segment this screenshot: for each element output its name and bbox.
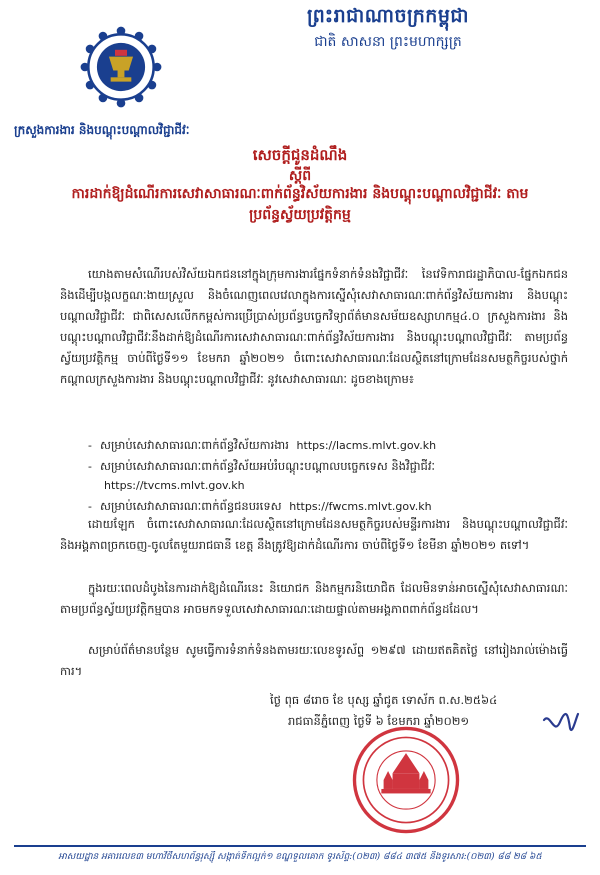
solar-date: រាជធានីភ្នំពេញ ថ្ងៃទី ៦ ខែមករា ឆ្នាំ២០២១ xyxy=(288,714,470,728)
portal-link[interactable]: https://tvcms.mlvt.gov.kh xyxy=(104,479,245,492)
body-paragraph-4: សម្រាប់ព័ត៌មានបន្ថែម សូមធ្វើការទំនាក់ទំនងតាមរយៈលេខទូរស័ព្ទ ១២៩៧ ដោយឥតគិតថ្លៃ នៅរៀងរាល់ម៉ោងធ្វើការ។ xyxy=(60,643,568,678)
document-about: ស្តីពី xyxy=(288,168,312,184)
ministry-name: ក្រសួងការងារ និងបណ្តុះបណ្តាលវិជ្ជាជីវៈ xyxy=(14,123,190,137)
body-paragraph-2: ដោយឡែក ចំពោះសេវាសាធារណៈដែលស្ថិតនៅក្រោមដែនសមត្ថកិច្ចរបស់មន្ទីរការងារ និងបណ្តុះបណ្តាលវិជ្ជាជីវៈ និងអង្គភាពច្រកចេញ-ចូលតែមួយរាជធានី ខេត្ត នឹងត្រូវឱ្យដាក់ដំណើរការ ចាប់ពីថ្ងៃទី១ ខែមីនា ឆ្នាំ២០២១ តទៅ។ xyxy=(60,517,568,552)
lunar-date: ថ្ងៃ ពុធ ៨រោច ខែ បុស្ស ឆ្នាំជូត ទោស័ក ព.ស.២៥៦៤ xyxy=(270,693,498,707)
portal-link[interactable]: https://lacms.mlvt.gov.kh xyxy=(296,439,437,452)
portal-list xyxy=(88,436,558,518)
signature-icon xyxy=(540,708,580,742)
document-title: សេចក្តីជូនដំណឹង xyxy=(252,146,348,164)
body-paragraph-1: យោងតាមសំណើរបស់វិស័យឯកជននៅក្នុងក្រុមការងារផ្នែកទំនាក់ទំនងវិជ្ជាជីវៈ នៃវេទិការាជរដ្ឋាភិបាល-ផ្នែកឯកជន និងដើម្បីបង្កលក្ខណៈងាយស្រួល និងចំណេញពេលវេលាក្នុងការស្នើសុំសេវាសាធារណៈពាក់ព័ន្ធវិស័យការងារ និងបណ្តុះបណ្តាលវិជ្ជាជីវៈ ជាពិសេសលើកកម្ពស់ការប្រើប្រាស់ប្រព័ន្ធបច្ចេកវិទ្យាព័ត៌មានសម័យឧស្សាហកម្ម៤.០ ក្រសួងការងារ និងបណ្តុះបណ្តាលវិជ្ជាជីវៈនឹងដាក់ឱ្យដំណើរការសេវាសាធារណៈពាក់ព័ន្ធវិស័យការងារ និងបណ្តុះបណ្តាលវិជ្ជាជីវៈ តាមប្រព័ន្ធស្វ័យប្រវត្តិកម្ម ចាប់ពីថ្ងៃទី១១ ខែមករា ឆ្នាំ២០២១ ចំពោះសេវាសាធារណៈដែលស្ថិតនៅក្រោមដែនសមត្ថកិច្ចរបស់ថ្នាក់កណ្តាលក្រសួងការងារ និងបណ្តុះបណ្តាលវិជ្ជាជីវៈ នូវសេវាសាធារណៈ ដូចខាងក្រោម៖ xyxy=(60,267,568,386)
ministry-emblem-icon xyxy=(78,24,164,110)
official-seal-icon xyxy=(350,724,462,836)
document-subject: ការដាក់ឱ្យដំណើរការសេវាសាធារណៈពាក់ព័ន្ធវិស័យការងារ និងបណ្តុះបណ្តាលវិជ្ជាជីវៈ តាមប្រព័ន្ធស្វ័យប្រវត្តិកម្ម xyxy=(71,186,529,223)
kingdom-title: ព្រះរាជាណាចក្រកម្ពុជា xyxy=(307,5,469,27)
body-paragraph-3: ក្នុងរយៈពេលដំបូងនៃការដាក់ឱ្យដំណើរនេះ និយោជក និងកម្មករនិយោជិត ដែលមិនទាន់អាចស្នើសុំសេវាសាធារណៈតាមប្រព័ន្ធស្វ័យប្រវត្តិកម្មបាន អាចមកទទួលសេវាសាធារណៈដោយផ្ទាល់តាមអង្គភាពពាក់ព័ន្ធដដែល។ xyxy=(60,581,568,616)
list-item xyxy=(88,436,558,455)
footer-address: អាសយដ្ឋាន អគារលេខ៣ មហាវិថីសហព័ន្ធរុស្ស៊ី សង្កាត់ទឹកល្អក់១ ខណ្ឌទួលគោក ទូរស័ព្ទ:(០២៣) ៨៨៤ ៣៧៥ និងទូរសារ:(០២៣) ៨៨ ២៨ ៦៥ xyxy=(58,852,542,862)
portal-label: សម្រាប់សេវាសាធារណៈពាក់ព័ន្ធជនបរទេស xyxy=(100,499,282,513)
list-item xyxy=(88,457,558,495)
footer-rule xyxy=(14,845,586,847)
portal-label: សម្រាប់សេវាសាធារណៈពាក់ព័ន្ធវិស័យអប់រំបណ្តុះបណ្តាលបច្ចេកទេស និងវិជ្ជាជីវៈ xyxy=(100,459,436,473)
portal-label: សម្រាប់សេវាសាធារណៈពាក់ព័ន្ធវិស័យការងារ xyxy=(100,438,289,452)
portal-link[interactable]: https://fwcms.mlvt.gov.kh xyxy=(289,500,432,513)
kingdom-motto: ជាតិ សាសនា ព្រះមហាក្សត្រ xyxy=(314,34,462,50)
